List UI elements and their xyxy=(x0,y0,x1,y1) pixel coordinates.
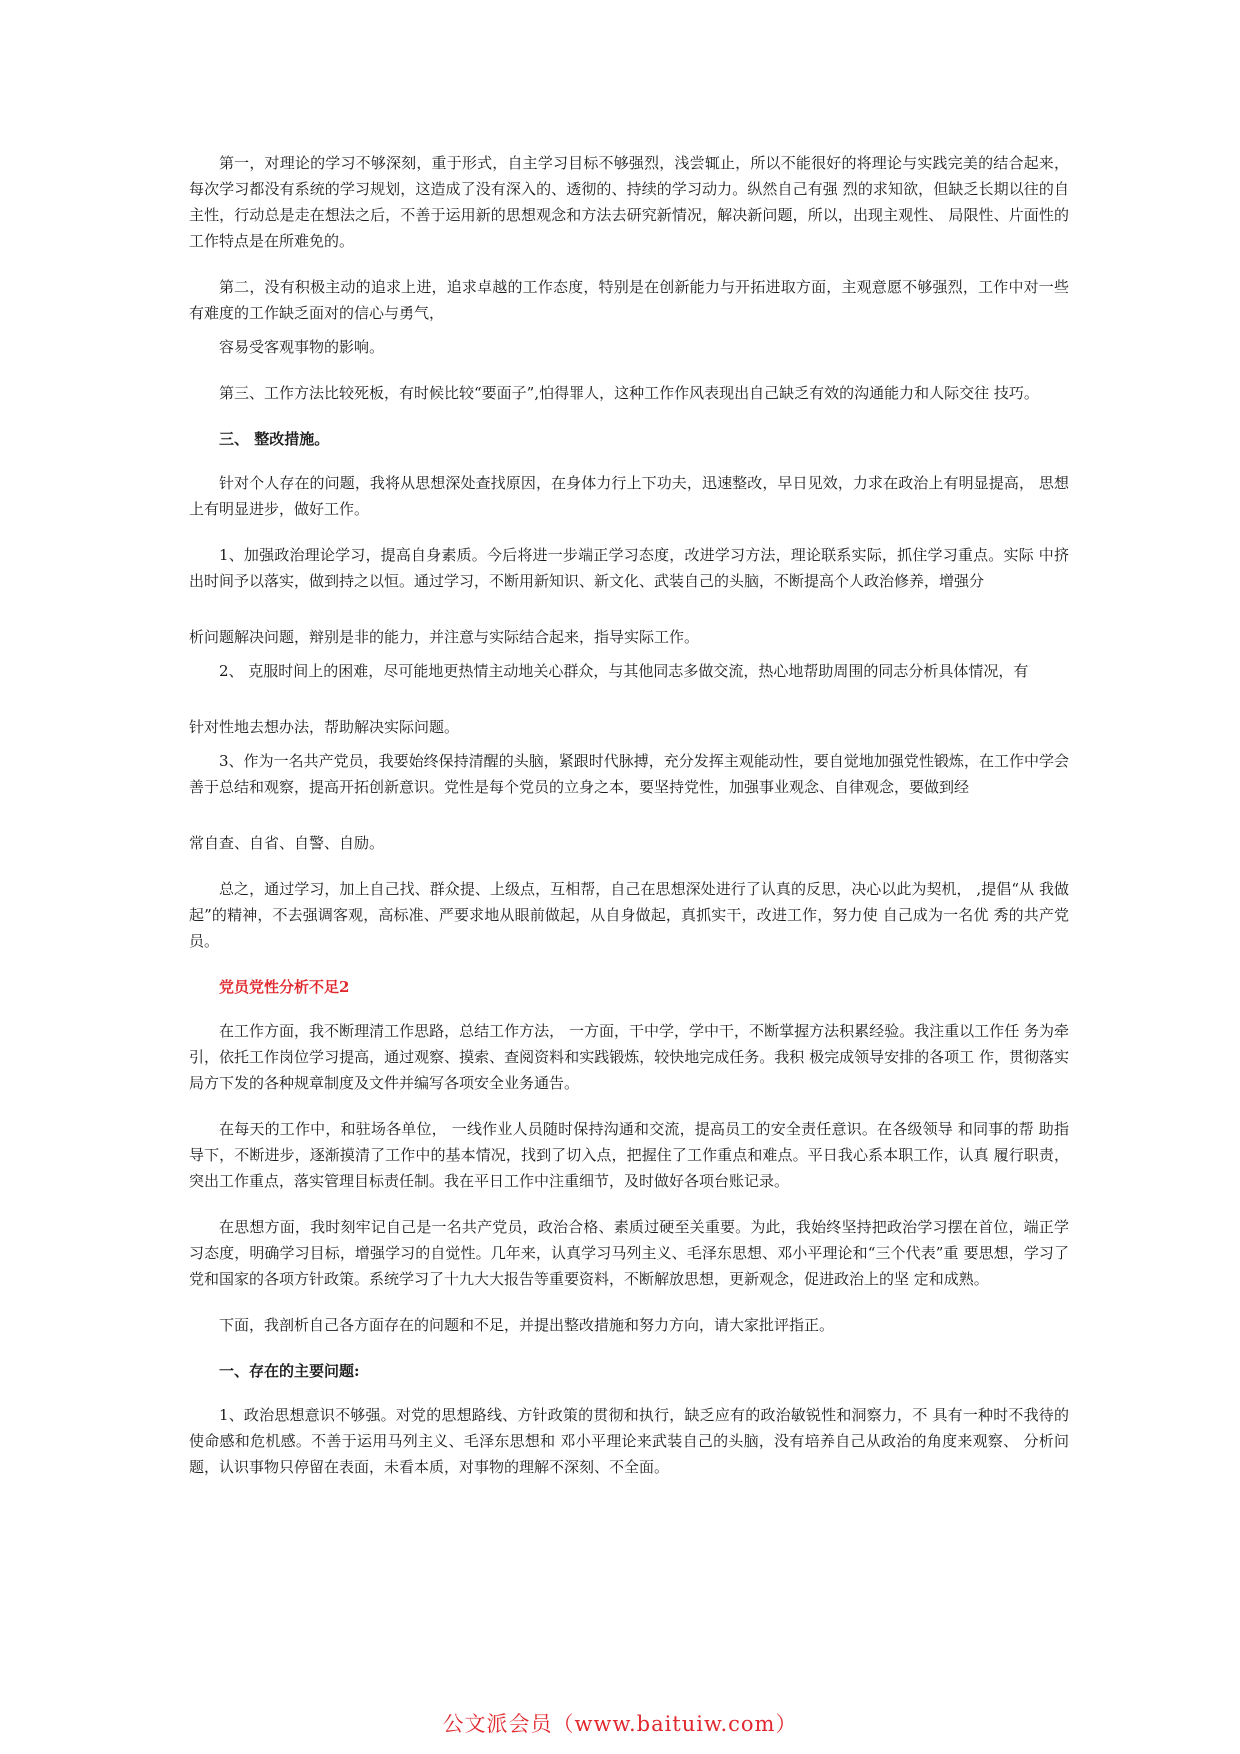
paragraph-summary: 总之，通过学习，加上自己找、群众提、上级点，互相帮，自己在思想深处进行了认真的反思，决心以此为契机， ,提倡“从 我做起”的精神，不去强调客观，高标准、严要求地从眼前做起，从自身做起，真抓实干，改进工作，努力使 自己成为一名优 秀的共产党员。 xyxy=(189,880,1069,950)
paragraph-measure-1: 1、加强政治理论学习，提高自身素质。今后将进一步端正学习态度，改进学习方法，理论联系实际，抓住学习重点。实际 中挤出时间予以落实，做到持之以恒。通过学习，不断用新知识、新文化、武装自己的头脑，不断提高个人政治修养，增强分 xyxy=(189,546,1069,590)
paragraph-measure-2-cont: 针对性地去想办法，帮助解决实际问题。 xyxy=(189,718,460,736)
paragraph-third-point: 第三、工作方法比较死板，有时候比较“要面子”,怕得罪人，这种工作作风表现出自己缺乏有效的沟通能力和人际交往 技巧。 xyxy=(219,384,1039,402)
paragraph-daily-work: 在每天的工作中，和驻场各单位， 一线作业人员随时保持沟通和交流，提高员工的安全责任意识。在各级领导 和同事的帮 助指导下，不断进步，逐渐摸清了工作中的基本情况，找到了切入点，把握住了工作重点和难点。平日我心系本职工作，认真 履行职责，突出工作重点，落实管理目标责任制。我在平日工作中注重细节，及时做好各项台账记录。 xyxy=(189,1120,1069,1190)
paragraph-self-analysis: 下面，我剖析自己各方面存在的问题和不足，并提出整改措施和努力方向，请大家批评指正。 xyxy=(219,1316,835,1334)
section-heading-main-problems: 一、存在的主要问题: xyxy=(219,1362,360,1380)
paragraph-measure-1-cont: 析问题解决问题，辩别是非的能力，并注意与实际结合起来，指导实际工作。 xyxy=(189,628,700,646)
paragraph-second-point: 第二，没有积极主动的追求上进，追求卓越的工作态度，特别是在创新能力与开拓进取方面，主观意愿不够强烈，工作中对一些有难度的工作缺乏面对的信心与勇气， xyxy=(189,278,1069,322)
paragraph-rectification-intro: 针对个人存在的问题，我将从思想深处查找原因，在身体力行上下功夫，迅速整改，早日见效，力求在政治上有明显提高， 思想上有明显进步，做好工作。 xyxy=(189,474,1069,518)
part2-title: 党员党性分析不足2 xyxy=(219,978,350,996)
paragraph-first-point: 第一，对理论的学习不够深刻，重于形式，自主学习目标不够强烈，浅尝辄止，所以不能很好的将理论与实践完美的结合起来，每次学习都没有系统的学习规划，这造成了没有深入的、透彻的、持续的学习动力。纵然自己有强 烈的求知欲，但缺乏长期以往的自主性，行动总是走在想法之后，不善于运用新的思想观念和方法去研究新情况，解决新问题，所以，出现主观性、 局限性、片面性的工作特点是在所难免的。 xyxy=(189,154,1069,250)
paragraph-problem-1: 1、政治思想意识不够强。对党的思想路线、方针政策的贯彻和执行，缺乏应有的政治敏锐性和洞察力，不 具有一种时不我待的使命感和危机感。不善于运用马列主义、毛泽东思想和 邓小平理论来武装自己的头脑，没有培养自己从政治的角度来观察、 分析问题，认识事物只停留在表面，未看本质，对事物的理解不深刻、不全面。 xyxy=(189,1406,1069,1476)
paragraph-measure-3-cont: 常自查、自省、自警、自励。 xyxy=(189,834,385,852)
paragraph-thought-aspect: 在思想方面，我时刻牢记自己是一名共产党员，政治合格、素质过硬至关重要。为此，我始终坚持把政治学习摆在首位，端正学习态度，明确学习目标，增强学习的自觉性。几年来，认真学习马列主义、毛泽东思想、邓小平理论和“三个代表”重 要思想，学习了党和国家的各项方针政策。系统学习了十九大大报告等重要资料，不断解放思想，更新观念，促进政治上的坚 定和成熟。 xyxy=(189,1218,1069,1288)
document-body xyxy=(189,150,1069,1500)
footer-watermark: 公文派会员（www.baituiw.com） xyxy=(442,1712,798,1736)
paragraph-measure-3: 3、作为一名共产党员，我要始终保持清醒的头脑，紧跟时代脉搏，充分发挥主观能动性，要自觉地加强党性锻炼，在工作中学会善于总结和观察，提高开拓创新意识。党性是每个党员的立身之本，要坚持党性，加强事业观念、自律观念，要做到经 xyxy=(189,752,1069,796)
section-heading-rectification: 三、 整改措施。 xyxy=(219,430,330,448)
paragraph-second-point-cont: 容易受客观事物的影响。 xyxy=(219,338,385,356)
paragraph-work-aspect: 在工作方面，我不断理清工作思路，总结工作方法， 一方面，干中学，学中干，不断掌握方法积累经验。我注重以工作任 务为牵引，依托工作岗位学习提高，通过观察、摸索、查阅资料和实践锻炼，较快地完成任务。我积 极完成领导安排的各项工 作，贯彻落实局方下发的各种规章制度及文件并编写各项安全业务通告。 xyxy=(189,1022,1069,1092)
paragraph-measure-2: 2、 克服时间上的困难，尽可能地更热情主动地关心群众，与其他同志多做交流，热心地帮助周围的同志分析具体情况，有 xyxy=(219,662,1029,680)
